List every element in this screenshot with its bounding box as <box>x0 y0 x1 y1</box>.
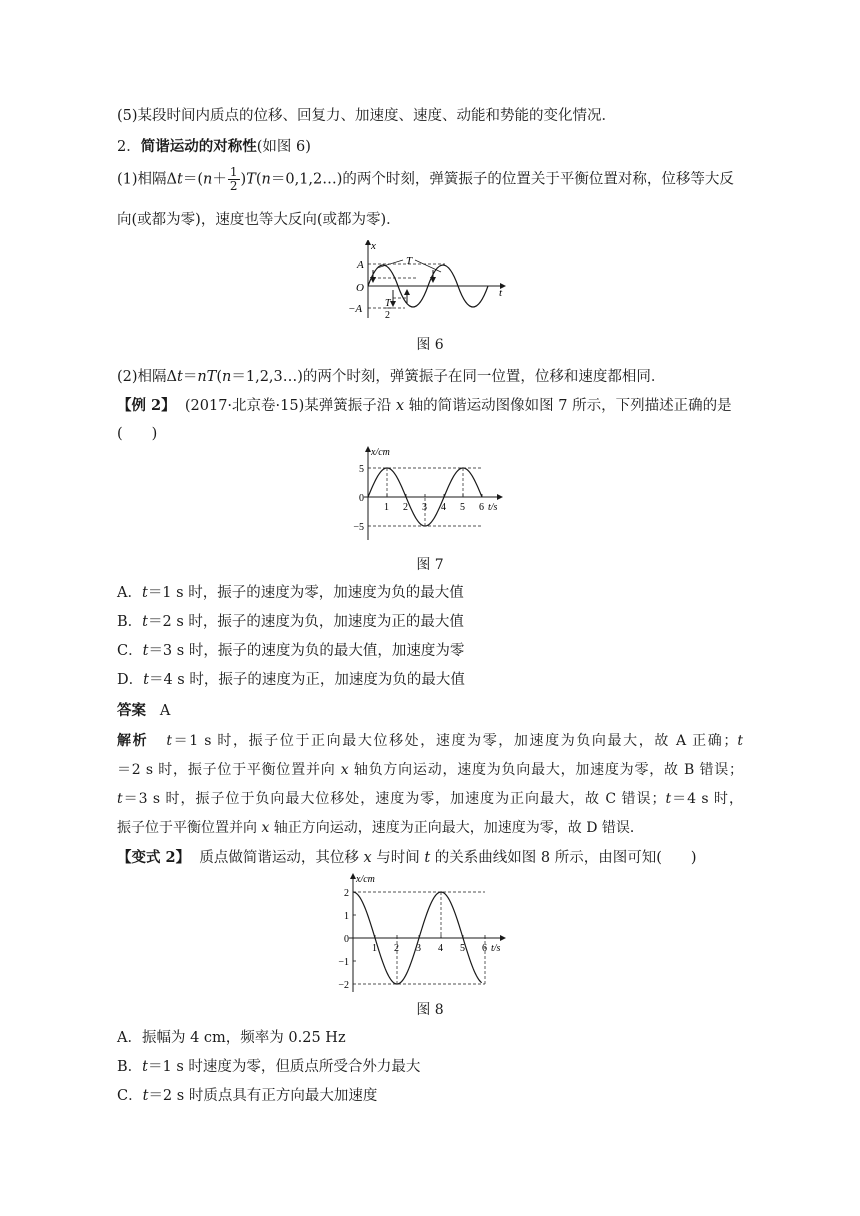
answer <box>117 701 170 721</box>
option-letter: C． <box>117 643 143 659</box>
variant-option-C <box>117 1086 377 1106</box>
fraction-denominator: 2 <box>229 179 238 193</box>
text: ＝2 s 时，振子位于平衡位置并向 <box>117 762 341 778</box>
x-axis-label: t/s <box>488 502 498 513</box>
option-letter: A． <box>117 1030 142 1046</box>
figure-6 <box>345 240 515 320</box>
text: 质点做简谐运动，其位移 <box>199 850 364 866</box>
text: ＝1,2,3…)的两个时刻，弹簧振子在同一位置，位移和速度都相同． <box>231 369 666 385</box>
var-n: n <box>261 171 271 188</box>
figure-7 <box>340 445 520 545</box>
label-A: A <box>357 259 364 271</box>
var-nT: nT <box>197 369 217 385</box>
example-2-blank <box>117 424 157 444</box>
option-text: ＝3 s 时，振子的速度为负的最大值，加速度为零 <box>148 643 465 659</box>
paragraph-item-5 <box>117 106 616 126</box>
label-T: T <box>406 255 413 267</box>
y-axis-label: x/cm <box>356 874 375 885</box>
text: 轴正方向运动，速度为正向最大，加速度为零，故 D 错误． <box>269 820 644 836</box>
paragraph-item-1 <box>117 166 734 193</box>
text: ＋ <box>212 171 227 188</box>
text: (1)相隔Δ <box>117 171 178 188</box>
text: 向(或都为零)，速度也等大反向(或都为零)． <box>117 212 401 228</box>
y-axis-label: x/cm <box>371 447 390 458</box>
var-x: x <box>395 398 405 414</box>
var-t: t <box>166 733 173 749</box>
y-tick-label: 1 <box>344 911 349 922</box>
var-t: t <box>665 791 672 807</box>
var-t: t <box>117 791 123 807</box>
var-t: t <box>143 672 149 688</box>
label-t: t <box>499 287 503 299</box>
paragraph-text: (5)某段时间内质点的位移、回复力、加速度、速度、动能和势能的变化情况． <box>117 108 617 124</box>
option-text: ＝2 s 时，振子的速度为负，加速度为正的最大值 <box>147 614 464 630</box>
text: ＝0,1,2…)的两个时刻，弹簧振子的位置关于平衡位置对称，位移等大反 <box>270 171 734 188</box>
option-text: ＝4 s 时，振子的速度为正，加速度为负的最大值 <box>148 672 465 688</box>
text: ＝3 s 时，振子位于负向最大位移处，速度为零，加速度为正向最大，故 C 错误； <box>122 791 666 807</box>
x-tick-label: 3 <box>416 943 421 954</box>
text: 的关系曲线如图 8 所示，由图可知( ) <box>430 850 697 866</box>
var-t: t <box>142 1088 149 1104</box>
text: ＝4 s 时， <box>671 791 743 807</box>
figure-6-svg <box>345 240 515 320</box>
y-tick-label: −1 <box>338 957 349 968</box>
label-T-half-num: T <box>385 298 391 309</box>
var-x: x <box>340 762 349 778</box>
x-axis-label: t/s <box>491 943 501 954</box>
var-T: T <box>246 171 256 188</box>
var-t: t <box>424 850 431 866</box>
option-D <box>117 670 465 690</box>
figure-8-chart <box>325 872 535 992</box>
option-letter: C． <box>117 1088 143 1104</box>
answer-value: A <box>159 703 171 719</box>
section-title: 简谐运动的对称性 <box>140 138 257 155</box>
fraction-one-half <box>228 166 240 193</box>
example-2-stem <box>117 396 732 416</box>
var-n: n <box>203 171 213 188</box>
y-tick-label: 5 <box>359 464 364 475</box>
text: ＝1 s 时，振子位于正向最大位移处，速度为零，加速度为负向最大，故 A 正确； <box>172 733 738 749</box>
y-tick-label: −5 <box>353 522 364 533</box>
label-T-half-den: 2 <box>385 310 390 320</box>
x-tick-label: 2 <box>394 943 399 954</box>
var-t: t <box>142 614 148 630</box>
var-t: t <box>737 733 743 749</box>
text: ＝( <box>182 171 204 188</box>
answer-blank: ( ) <box>117 426 158 442</box>
paragraph-item-2 <box>117 367 665 387</box>
example-tag: 【例 2】 <box>117 397 176 414</box>
var-t: t <box>177 171 183 188</box>
option-letter: D． <box>117 672 144 688</box>
paragraph-item-1-cont <box>117 210 401 230</box>
figure-8-caption: 图 8 <box>416 1002 444 1018</box>
y-tick-label: 0 <box>359 493 364 504</box>
label-O: O <box>356 282 364 294</box>
option-text: ＝2 s 时质点具有正方向最大加速度 <box>148 1088 378 1104</box>
text: ( <box>255 171 262 188</box>
x-tick-label: 1 <box>372 943 377 954</box>
analysis-line-1 <box>117 731 743 751</box>
option-text: ＝1 s 时，振子的速度为零，加速度为负的最大值 <box>147 585 464 601</box>
analysis-label: 解析 <box>117 733 149 749</box>
var-t: t <box>141 585 148 601</box>
var-n: n <box>222 369 232 385</box>
variant-2-stem <box>117 848 697 868</box>
section-figure-ref: (如图 6) <box>256 139 311 155</box>
analysis-line-3 <box>117 789 743 809</box>
var-t: t <box>142 643 149 659</box>
figure-7-caption: 图 7 <box>416 557 444 573</box>
figure-7-chart <box>340 445 520 545</box>
x-tick-label: 6 <box>479 502 484 513</box>
x-tick-label: 5 <box>460 502 465 513</box>
y-tick-label: 2 <box>344 888 349 899</box>
x-tick-label: 6 <box>482 943 487 954</box>
option-A <box>117 583 464 603</box>
text: (2)相隔Δ <box>117 369 178 385</box>
figure-6-caption: 图 6 <box>416 337 444 353</box>
x-tick-label: 3 <box>422 502 427 513</box>
variant-option-B <box>117 1057 420 1077</box>
var-t: t <box>142 1059 148 1075</box>
option-B <box>117 612 464 632</box>
y-tick-label: −2 <box>338 980 349 991</box>
section-number: 2． <box>117 139 141 155</box>
text: 与时间 <box>371 850 425 866</box>
text: ( <box>216 369 223 385</box>
y-tick-label: 0 <box>344 934 349 945</box>
option-letter: B． <box>117 614 143 630</box>
var-t: t <box>177 369 183 385</box>
x-tick-label: 4 <box>441 502 446 513</box>
text: (2017·北京卷·15)某弹簧振子沿 <box>184 398 396 414</box>
var-x: x <box>261 820 270 836</box>
option-text: 振幅为 4 cm，频率为 0.25 Hz <box>141 1030 346 1046</box>
x-tick-label: 5 <box>460 943 465 954</box>
figure-8 <box>325 872 535 992</box>
x-tick-label: 1 <box>384 502 389 513</box>
text: 轴的简谐运动图像如图 7 所示，下列描述正确的是 <box>404 398 732 414</box>
leader-T-2 <box>415 260 441 272</box>
text: ＝ <box>182 369 198 385</box>
analysis-line-2 <box>117 760 743 780</box>
text: ) <box>240 171 247 188</box>
analysis-line-4 <box>117 818 644 838</box>
label-neg-A: −A <box>348 303 363 315</box>
variant-tag: 【变式 2】 <box>117 849 191 866</box>
variant-option-A <box>117 1028 346 1048</box>
label-x: x <box>371 240 376 252</box>
x-tick-label: 2 <box>403 502 408 513</box>
fraction-numerator: 1 <box>229 165 238 179</box>
option-text: ＝1 s 时速度为零，但质点所受合外力最大 <box>147 1059 421 1075</box>
option-letter: B． <box>117 1059 143 1075</box>
answer-label: 答案 <box>117 702 146 719</box>
x-tick-label: 4 <box>438 943 443 954</box>
var-x: x <box>363 850 372 866</box>
option-letter: A． <box>117 585 142 601</box>
text: 振子位于平衡位置并向 <box>117 820 262 836</box>
option-C <box>117 641 464 661</box>
text: 轴负方向运动，速度为负向最大，加速度为零，故 B 错误； <box>348 762 743 778</box>
section-heading-2 <box>117 137 311 157</box>
